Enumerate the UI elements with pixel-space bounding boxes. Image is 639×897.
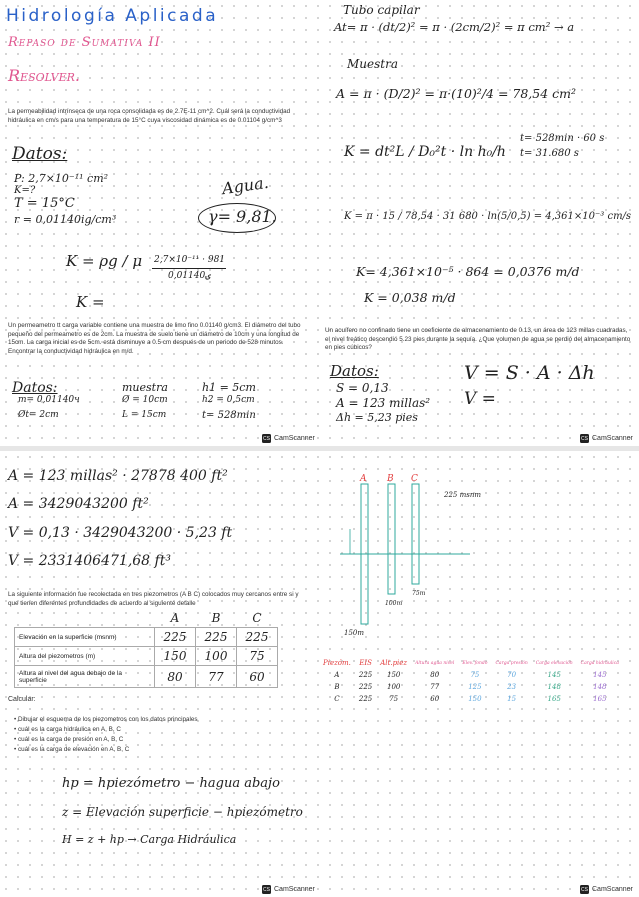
results-header-row [320,658,622,668]
k-substitution-cm-s: K = π · 15 / 78,54 · 31 680 · ln(5/0,5) = 4,361×10⁻³ cm/s [344,211,632,222]
table-cell: 225 [237,628,278,647]
row-label: Altura del piezometros (m) [15,647,155,666]
problem2-data: L = 15cm [122,410,167,420]
calcular-list [14,715,294,755]
k-m-per-day: K= 4,361×10⁻⁵ · 864 = 0,0376 m/d [356,264,580,279]
results-row [320,682,622,692]
problem2-datos-label: Datos: [12,380,58,396]
camscanner-logo-icon: CS [263,435,270,442]
table-cell: 80 [155,666,196,688]
problem3-data: A = 123 millas² [336,396,431,410]
table-row [15,666,278,688]
problem2-data: Øt= 2cm [18,410,59,420]
tubo-capilar-label: Tubo capilar [343,3,420,17]
c-depth-label: 75m [412,590,426,597]
piezometer-c [412,484,419,584]
agua-label: Agua. [220,172,270,199]
results-cell: 75 [470,671,480,679]
results-cell: 150 [468,695,482,703]
label-c: C [411,474,418,484]
results-cell: 145 [593,671,607,679]
table-cell: 75 [237,647,278,666]
results-cell: 150 [386,671,401,679]
problem2-statement: Un permeametro tt carga variable contiene una muestra de limo fino 0.01140 g/cm3. El diámetro del tubo pequeño del permeametro es de 2cm. La muestra de suelo tiene un diámetro de 10cm y una longitud de 15cm. La carga inicial es de 5cm. está disminuye a 0.5 cm después de un periodo de 528 minutos. Encontrar la conductividad hidráulica en m/d. [8,322,301,355]
k-substitution: 2,7×10⁻¹¹ · 981 [154,255,226,265]
problem3-statement: Un acuífero no confinado tiene un coeficiente de almacenamiento de 0.13, un área de 123 millas cuadradas, el nivel freático descendió 5.23 pies durante la sequía. ¿Que volumen de agua se perdió del almacenamiento en pies cúbicos? [325,327,631,352]
results-cell: 225 [358,671,373,679]
k-result: K = [76,293,105,311]
scanned-page-1 [0,0,639,446]
problem4-statement: La siguiente información fue recolectada en tres piezometros (A B C) colocados muy cercanos entre si y que tienen diferentes profundidades de acuerdo al siguiente detalle [8,591,299,607]
t-result: t= 31.680 s [520,148,579,159]
elevation-head-formula: z = Elevación superficie − hpiezómetro [62,805,303,819]
results-header: EIS [359,659,372,667]
problem2-data: muestra [122,381,168,394]
volume-answer: V = 2331406471,68 ft³ [8,553,171,569]
results-header: Carga hidráulica [580,660,619,666]
problem2-data: h2 = 0,5cm [202,395,255,405]
problem1-datos-label: Datos: [12,144,68,164]
muestra-label: Muestra [347,57,398,71]
table-header: A [170,611,180,625]
row-label: Altura al nivel del agua debajo de la superficie [15,666,155,688]
camscanner-logo-icon: CS [263,886,270,893]
problem1-data-line: P: 2,7×10⁻¹¹ cm² [14,172,109,185]
volume-substitution: V = 0,13 · 3429043200 · 5,23 ft [8,525,233,541]
calcular-item: • cuál es la carga hidráulica en A, B, C [14,726,121,733]
calcular-label: Calcular: [8,696,36,703]
results-cell: B [334,683,340,691]
results-cell: 165 [547,695,561,703]
t-conversion: t= 528min · 60 s [520,133,605,144]
problem2-data: Ø = 10cm [122,395,168,405]
calcular-item: • cuál es la carga de elevación en A, B, C [14,746,130,753]
results-row [320,670,622,680]
table-row [15,647,278,666]
results-cell: 77 [430,683,440,691]
problem1-data-line: T = 15°C [14,196,75,211]
camscanner-watermark: CS CamScanner [581,435,633,442]
area-result: A = 3429043200 ft² [8,496,149,512]
piezometer-b [388,484,395,594]
results-cell: 100 [386,683,401,691]
table-header: C [252,611,262,625]
problem2-data: t= 528min [202,410,256,421]
problem1-data-line: K=? [14,185,36,196]
results-cell: 23 [507,683,517,691]
problem1-statement: La permeabilidad intrínseca de una roca consolidada es de 2.7E-11 cm^2. Cuál será la conductividad hidráulica en cm/s para una temperatura de 15°C cuya viscosidad dinámica es de 0.01104 g/cm^3 [8,108,291,124]
problem3-data: Δh = 5,23 pies [336,411,418,424]
camscanner-watermark: CS CamScanner [263,435,315,442]
label-a: A [360,474,367,484]
table-row [15,628,278,647]
k-denominator: 0,01140ۍ [168,271,211,281]
b-depth-label: 100m [385,600,403,607]
scanned-page-2 [0,451,639,897]
pressure-head-formula: hp = hpiezómetro − hagua abajo [62,776,280,791]
results-cell: 225 [358,683,373,691]
table-cell: 77 [196,666,237,688]
calcular-item: • cuál es la carga de presión en A, B, C [14,736,124,743]
table-header: B [211,611,221,625]
results-cell: 145 [547,671,561,679]
table-cell: 225 [155,628,196,647]
piezometer-diagram [330,469,630,649]
row-label: Elevación en la superficie (msnm) [15,628,155,647]
results-cell: A [334,671,340,679]
calcular-item: • Dibujar el esquema de los piezometros con los datos principales [14,716,198,723]
table-cell: 60 [237,666,278,688]
results-header: Elev. fondo [462,660,488,666]
camscanner-logo-icon: CS [581,435,588,442]
gamma-value: γ= 9,81. [198,203,276,233]
hydraulic-head-formula: H = z + hp → Carga Hidráulica [62,833,237,846]
camscanner-logo-icon: CS [581,886,588,893]
results-cell: C [334,695,340,703]
fraction-line [152,268,226,269]
k-formula: K = ρg / μ [66,252,143,270]
k-variable-head-formula: K = dt²L / D₀²t · ln h₀/h [344,144,506,160]
results-cell: 165 [593,695,607,703]
table-cell: 150 [155,647,196,666]
results-cell: 15 [507,695,517,703]
problem1-data-line: r = 0,01140ig/cm³ [14,213,117,226]
results-table [318,656,624,706]
page-subtitle: Repaso de Sumativa II [8,35,161,50]
results-header: Piezóm. [323,659,351,667]
label-b: B [387,474,394,484]
results-cell: 75 [389,695,399,703]
k-m-per-day-rounded: K = 0,038 m/d [364,290,456,305]
problem3-data: S = 0,13 [336,381,389,395]
results-header: Altura agua nivel [415,660,455,666]
camscanner-watermark: CS CamScanner [581,886,633,893]
volume-formula: V = S · A · Δh [464,362,595,384]
results-cell: 148 [593,683,607,691]
at-equation: At= π · (dt/2)² = π · (2cm/2)² = π cm² → a [334,20,575,34]
camscanner-watermark: CS CamScanner [263,886,315,893]
table-cell: 225 [196,628,237,647]
page-title: Hidrología Aplicada [6,6,219,26]
a-equation: A = π · (D/2)² = π·(10)²/4 = 78,54 cm² [336,86,577,101]
results-header: Carga presión [495,660,528,666]
results-cell: 225 [358,695,373,703]
area-conversion: A = 123 millas² · 27878 400 ft² [8,468,228,484]
results-cell: 125 [468,683,482,691]
results-cell: 70 [507,671,517,679]
results-header: Alt.piez [380,659,408,667]
table-header-row [15,609,278,628]
surface-elevation-label: 225 msnm [444,491,481,499]
volume-result: V = [464,389,496,409]
table-cell: 100 [196,647,237,666]
results-row [320,694,622,704]
problem3-datos-label: Datos: [330,362,379,380]
resolver-label: Resolver. [8,66,80,85]
results-header: Carga elevación [535,660,573,666]
results-cell: 60 [430,695,440,703]
piezometer-data-table [14,609,278,688]
results-cell: 148 [547,683,561,691]
problem2-data: h1 = 5cm [202,381,256,394]
results-cell: 80 [430,671,440,679]
a-depth-label: 150m [344,629,364,637]
problem2-data: m= 0,01140ч [18,395,80,405]
